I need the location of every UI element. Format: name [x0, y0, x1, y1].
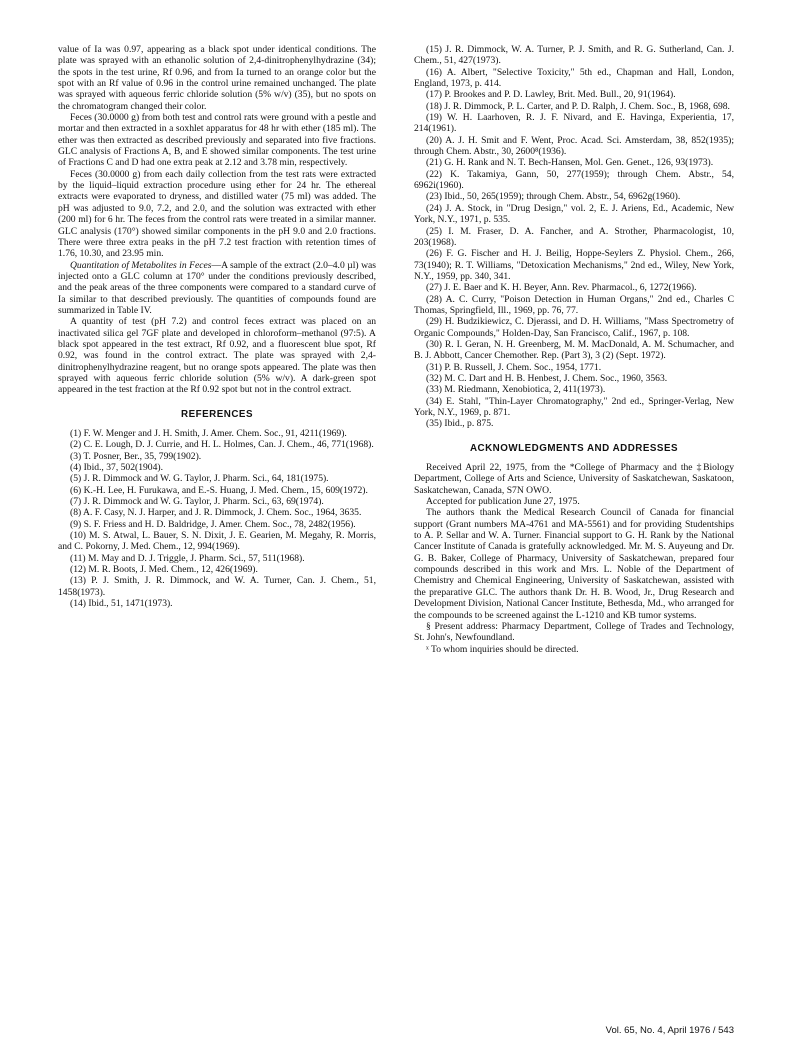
reference-item: (1) F. W. Menger and J. H. Smith, J. Amer. Chem. Soc., 91, 4211(1969).: [70, 428, 347, 439]
reference-item: (24) J. A. Stock, in "Drug Design," vol. 2, E. J. Ariens, Ed., Academic, New York, N.Y., 1971, p. 535.: [414, 202, 734, 226]
reference-item: (28) A. C. Curry, "Poison Detection in Human Organs," 2nd ed., Charles C Thomas, Springfield, Ill., 1969, pp. 76, 77.: [414, 293, 734, 316]
reference-item: (20) A. J. H. Smit and F. Went, Proc. Acad. Sci. Amsterdam, 38, 852(1935); through Chem. Abstr., 30, 2600⁸(1936).: [414, 134, 734, 158]
reference-item: (11) M. May and D. J. Triggle, J. Pharm. Sci., 57, 511(1968).: [70, 552, 305, 564]
reference-item: (7) J. R. Dimmock and W. G. Taylor, J. Pharm. Sci., 63, 69(1974).: [70, 496, 324, 508]
reference-item: (29) H. Budzikiewicz, C. Djerassi, and D. H. Williams, "Mass Spectrometry of Organic Compounds," Holden-Day, San Francisco, Calif., 1967, p. 108.: [414, 316, 734, 339]
reference-item: (2) C. E. Lough, D. J. Currie, and H. L. Holmes, Can. J. Chem., 46, 771(1968).: [70, 439, 374, 451]
subsection-title: Quantitation of Metabolites in Feces: [70, 259, 212, 271]
reference-item: (22) K. Takamiya, Gann, 50, 277(1959); through Chem. Abstr., 54, 6962i(1960).: [414, 168, 734, 192]
acknowledgments-heading: ACKNOWLEDGMENTS AND ADDRESSES: [469, 442, 679, 454]
reference-item: (34) E. Stahl, "Thin-Layer Chromatography," 2nd ed., Springer-Verlag, New York, N.Y., 1969, p. 871.: [414, 395, 734, 418]
left-column: [58, 44, 376, 610]
present-address-note: § Present address: Pharmacy Department, College of Trades and Technology, St. John's, Newfoundland.: [414, 620, 734, 644]
received-note: Received April 22, 1975, from the *College of Pharmacy and the ‡Biology Department, College of Arts and Science, University of Saskatchewan, Saskatoon, Saskatchewan, Canada, S7N OWO.: [414, 462, 734, 496]
body-paragraph: A quantity of test (pH 7.2) and control feces extract was placed on an inactivated silica gel 7GF plate and developed in chloroform–methanol (97:5). A black spot appeared in the test extract, Rf 0.92, and a fluorescent blue spot, Rf 0.92, was found in the control extract. The plate was sprayed with 2,4-dinitrophenylhydrazine reagent, but no orange spots appeared. The plate was then sprayed with aqueous ferric chloride solution (5% w/v). A dark-green spot appeared in the test fraction at the Rf 0.92 spot but not in the control extract.: [58, 316, 376, 396]
reference-item: (27) J. E. Baer and K. H. Beyer, Ann. Rev. Pharmacol., 6, 1272(1966).: [426, 282, 697, 294]
reference-item: (16) A. Albert, "Selective Toxicity," 5th ed., Chapman and Hall, London, England, 1973, p. 414.: [414, 66, 734, 90]
reference-item: (14) Ibid., 51, 1471(1973).: [70, 598, 173, 610]
reference-item: (23) Ibid., 50, 265(1959); through Chem. Abstr., 54, 6962g(1960).: [426, 191, 681, 203]
reference-item: (18) J. R. Dimmock, P. L. Carter, and P. D. Ralph, J. Chem. Soc., B, 1968, 698.: [426, 100, 730, 112]
acknowledgments-paragraph: The authors thank the Medical Research Council of Canada for financial support (Grant numbers MA-4761 and MA-5561) and for providing Studentships to A. P. Sellar and W. A. Turner. Financial support to G. H. Rank by the National Cancer Institute of Canada is gratefully acknowledged. Mr. M. S. Auyeung and Dr. G. B. Baker, College of Pharmacy, University of Saskatchewan, prepared four compounds described in this work and Mrs. L. Noble of the Department of Chemistry and Chemical Engineering, University of Saskatchewan, assisted with the preparative GLC. The authors thank Dr. H. B. Wood, Jr., Drug Research and Development Division, National Cancer Institute, Bethesda, Md., who arranged for the compounds to be screened against the L-1210 and KB tumor systems.: [414, 507, 734, 621]
inquiries-note: ˣ To whom inquiries should be directed.: [426, 643, 579, 655]
reference-item: (8) A. F. Casy, N. J. Harper, and J. R. Dimmock, J. Chem. Soc., 1964, 3635.: [70, 507, 362, 519]
reference-item: (5) J. R. Dimmock and W. G. Taylor, J. Pharm. Sci., 64, 181(1975).: [70, 473, 329, 485]
references-list: [58, 428, 376, 610]
references-list-continued: [414, 44, 734, 430]
reference-item: (25) I. M. Fraser, D. A. Fancher, and A. Strother, Pharmacologist, 10, 203(1968).: [414, 225, 734, 248]
reference-item: (35) Ibid., p. 875.: [426, 418, 494, 430]
body-paragraph: [58, 260, 376, 317]
reference-item: (17) P. Brookes and P. D. Lawley, Brit. Med. Bull., 20, 91(1964).: [426, 89, 676, 101]
reference-item: (15) J. R. Dimmock, W. A. Turner, P. J. Smith, and R. G. Sutherland, Can. J. Chem., 51, 427(1973).: [414, 44, 734, 67]
body-paragraph: Feces (30.0000 g) from each daily collection from the test rats were extracted by the liquid–liquid extraction procedure using ether for 24 hr. The ethereal extracts were evaporated to dryness, and distilled water (75 ml) was added. The pH was adjusted to 9.0, 7.2, and 2.0, and the solution was extracted with ether (200 ml) for 6 hr. The feces from the control rats were treated in a similar manner. GLC analysis (170°) showed similar components in the pH 9.0 and 2.0 fractions. There were three extra peaks in the pH 7.2 test fraction with retention times of 1.76, 10.30, and 23.95 min.: [58, 168, 376, 260]
accepted-note: Accepted for publication June 27, 1975.: [426, 496, 580, 508]
reference-item: (6) K.-H. Lee, H. Furukawa, and E.-S. Huang, J. Med. Chem., 15, 609(1972).: [70, 484, 368, 496]
right-column: [414, 44, 734, 655]
reference-item: (32) M. C. Dart and H. B. Henbest, J. Chem. Soc., 1960, 3563.: [426, 372, 668, 384]
reference-item: (26) F. G. Fischer and H. J. Beilig, Hoppe-Seylers Z. Physiol. Chem., 266, 73(1940); R. T. Williams, "Detoxication Mechanisms," 2nd ed., Wiley, New York, N.Y., 1959, pp. 340, 341.: [414, 248, 734, 282]
reference-item: (10) M. S. Atwal, L. Bauer, S. N. Dixit, J. E. Gearien, M. Megahy, R. Morris, and C. Pokorny, J. Med. Chem., 12, 994(1969).: [58, 530, 376, 553]
subsection-text: —A sample of the extract (2.0–4.0 µl) was injected onto a GLC column at 170° under the conditions previously described, and the peak areas of the three components were compared to a standard curve of Ia similar to that described previously. The quantities of compounds found are summarized in Table IV.: [58, 259, 376, 316]
reference-item: (31) P. B. Russell, J. Chem. Soc., 1954, 1771.: [426, 361, 602, 373]
body-paragraph: Feces (30.0000 g) from both test and control rats were ground with a pestle and mortar and then extracted in a soxhlet apparatus for 48 hr with ether (185 ml). The ether was then extracted as described previously and separated into five fractions. GLC analysis of Fractions A, B, and E showed similar components. The test urine of Fractions C and D had one extra peak at 2.12 and 3.78 min, respectively.: [58, 112, 376, 169]
reference-item: (30) R. I. Geran, N. H. Greenberg, M. M. MacDonald, A. M. Schumacher, and B. J. Abbott, Cancer Chemother. Rep. (Part 3), 3 (2) (Sept. 1972).: [414, 338, 734, 362]
page-footer: Vol. 65, No. 4, April 1976 / 543: [605, 1025, 734, 1036]
reference-item: (33) M. Riedmann, Xenobiotica, 2, 411(1973).: [426, 384, 606, 396]
reference-item: (4) Ibid., 37, 502(1904).: [70, 462, 163, 474]
reference-item: (19) W. H. Laarhoven, R. J. F. Nivard, and E. Havinga, Experientia, 17, 214(1961).: [414, 112, 734, 135]
reference-item: (9) S. F. Friess and H. D. Baldridge, J. Amer. Chem. Soc., 78, 2482(1956).: [70, 518, 356, 530]
reference-item: (13) P. J. Smith, J. R. Dimmock, and W. A. Turner, Can. J. Chem., 51, 1458(1973).: [58, 575, 376, 598]
reference-item: (3) T. Posner, Ber., 35, 799(1902).: [70, 450, 202, 462]
reference-item: (21) G. H. Rank and N. T. Bech-Hansen, Mol. Gen. Genet., 126, 93(1973).: [426, 157, 714, 169]
reference-item: (12) M. R. Boots, J. Med. Chem., 12, 426(1969).: [70, 564, 258, 576]
references-heading: REFERENCES: [181, 408, 253, 420]
body-paragraph: value of Ia was 0.97, appearing as a black spot under identical conditions. The plate was sprayed with an ethanolic solution of 2,4-dinitrophenylhydrazine (34); the spots in the test urine, Rf 0.96, and from Ia turned to an orange color but the spot with an Rf value of 0.96 in the control urine remained unchanged. The plate was sprayed with aqueous ferric chloride solution (5% w/v) (35), but no spots on the chromatogram changed their color.: [58, 44, 376, 112]
